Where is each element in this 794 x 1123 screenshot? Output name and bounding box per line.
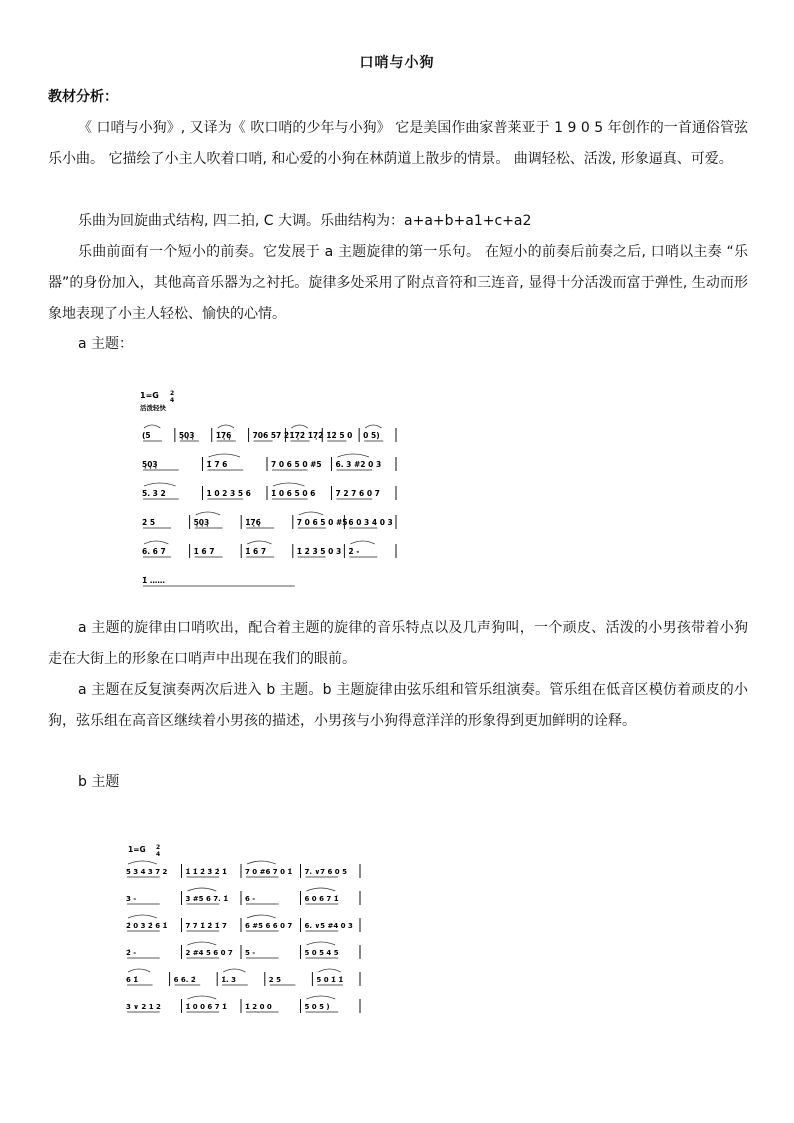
score-measure: 6 -	[245, 895, 256, 903]
score-slur	[247, 861, 276, 864]
score-measure: 6 6. 2̇	[173, 976, 196, 984]
score-b-key: 1=G	[128, 845, 146, 854]
paragraph-structure: 乐曲为回旋曲式结构, 四二拍, C 大调。乐曲结构为：a+a+b+a1+c+a2	[78, 213, 532, 229]
score-measure: 7 0 6 5 0 #5	[271, 460, 322, 469]
score-measure: 2 5	[268, 976, 281, 984]
score-measure: 5 0 5 )	[304, 1003, 330, 1011]
score-slur	[365, 425, 381, 428]
score-slur	[128, 969, 150, 972]
score-b-rows	[126, 861, 360, 1013]
score-measure: 5̣0̣3̣	[193, 518, 210, 527]
score-measure: 1̇7̣6̣	[245, 518, 261, 527]
score-measure: 1̇. 3	[221, 976, 237, 984]
score-slur	[247, 541, 271, 544]
score-slur	[350, 541, 374, 544]
score-measure: 1 0 2 3 5 6	[206, 489, 251, 498]
score-measure: 5̣0̣3̣	[178, 431, 195, 440]
score-measure: 1̇ 2 0 0	[245, 1003, 272, 1011]
score-measure: 0 5)	[363, 431, 380, 440]
paragraph-theme-b-desc: a 主题在反复演奏两次后进入 b 主题。b 主题旋律由弦乐组和管乐组演奏。管乐组在低音区模仿着顽皮的小狗，弦乐组在高音区继续着小男孩的描述，小男孩与小狗得意洋洋的形象得到更加鲜明的诠释。	[48, 682, 748, 729]
paragraph-prelude: 乐曲前面有一个短小的前奏。它发展于 a 主题旋律的第一乐句。 在短小的前奏后前奏之后, 口哨以主奏 “乐器”的身份加入，其他高音乐器为之衬托。旋律多处采用了附点音符和三连音, 显得十分活泼而富于弹性, 生动而形象地表现了小主人轻松、愉快的心情。	[48, 244, 748, 322]
score-measure: 2̇ -	[126, 949, 137, 957]
score-measure: 3 ∨ 2 1 2	[126, 1003, 161, 1011]
score-measure: 6 #5 6 6 0 7	[245, 922, 293, 930]
label-theme-a: a 主题：	[78, 336, 134, 352]
score-slur	[247, 915, 276, 918]
score-measure: 5 -	[245, 949, 256, 957]
score-measure: 3 -	[126, 895, 137, 903]
score-measure: 1̇2̇ 5 0	[326, 431, 353, 440]
score-slur	[188, 888, 217, 891]
score-measure: 2 #4 5 6 0 7	[185, 949, 233, 957]
score-slur	[307, 888, 336, 891]
score-theme-a-svg	[140, 388, 400, 594]
document-title: 口哨与小狗	[359, 55, 435, 71]
score-measure: 3 #5 6 7. 1̇	[185, 895, 229, 903]
score-theme-a	[140, 388, 400, 594]
score-a-key: 1=G	[140, 391, 159, 400]
score-slur	[188, 996, 217, 999]
score-b-time-bottom: 4	[156, 851, 161, 858]
score-measure: 1̇ ……	[142, 576, 165, 585]
score-measure: 5 0 1̇ 1̇	[316, 976, 344, 984]
score-slur	[128, 915, 157, 918]
score-slur	[188, 942, 217, 945]
score-slur	[128, 861, 157, 864]
score-slur	[196, 512, 220, 515]
score-measure: 6. 3 #2 0 3	[335, 460, 382, 469]
score-a-rows	[142, 425, 396, 586]
score-slur	[273, 483, 304, 486]
score-slur	[223, 969, 245, 972]
score-measure: 5 0 5 4 5	[304, 949, 339, 957]
score-slur	[144, 541, 168, 544]
score-theme-b-svg	[124, 842, 364, 1018]
score-slur	[291, 425, 307, 428]
score-measure: 2̇ 0 3 2̇ 6 1̇	[126, 922, 168, 930]
score-measure: 2̇ -	[348, 547, 360, 556]
score-measure: 6. ∨5 #4 0 3	[304, 922, 353, 930]
score-measure: 1̇ 6 7	[193, 547, 215, 556]
label-theme-b: b 主题	[78, 774, 120, 790]
score-measure: 7 0 #6 7 0 1̇	[245, 868, 293, 876]
score-measure: 5̣0̣3̣	[142, 460, 158, 469]
paragraph-intro: 《 口哨与小狗》, 又译为《 吹口哨的少年与小狗》 它是美国作曲家普莱亚于 1 9 0 5 年创作的一首通俗管弦乐小曲。 它描绘了小主人吹着口哨, 和心爱的小狗在林荫道上散步的情景。 曲调轻松、活泼, 形象逼真、可爱。	[48, 120, 748, 167]
score-measure: 6 0 3 4 0 3	[348, 518, 393, 527]
score-slur	[144, 483, 175, 486]
score-slur	[318, 969, 340, 972]
score-measure: 1̇7̣6̣	[215, 431, 232, 440]
score-measure: 6. 6 7	[142, 547, 166, 556]
score-b-time-top: 2	[156, 844, 161, 851]
score-measure: 1̇ 7 6	[206, 460, 228, 469]
score-measure: 5 3 4 3 7 2	[126, 868, 168, 876]
score-measure: 6 1̇	[126, 976, 139, 984]
score-measure: 706 57 2̇	[252, 431, 290, 440]
score-slur	[299, 512, 323, 515]
paragraph-theme-a-desc: a 主题的旋律由口哨吹出，配合着主题的旋律的音乐特点以及几声狗叫，一个顽皮、活泼的小男孩带着小狗走在大街上的形象在口哨声中出现在我们的眼前。	[48, 620, 748, 667]
score-measure: 1̇ 2̇ 3̇ 5 0 3	[296, 547, 342, 556]
score-slur	[307, 942, 336, 945]
score-measure: 7. ∨7 6 0 5	[304, 868, 347, 876]
score-measure: (5	[142, 431, 151, 440]
score-measure: 6 0 6 7 1̇	[304, 895, 339, 903]
score-measure: 5. 3 2	[142, 489, 166, 498]
score-measure: 7 7 1̇ 2̇ 1̇ 7	[185, 922, 227, 930]
score-measure: 1̇7̣2̇ 1̇7̣2̇	[289, 431, 324, 440]
score-measure: 1̇ 6 7	[245, 547, 267, 556]
score-theme-b	[124, 842, 364, 1018]
score-measure: 1̇ 0 0 6 7 1̇	[185, 1003, 227, 1011]
score-a-time-top: 2	[170, 390, 175, 397]
score-measure: 1̇ 0 6 5 0 6	[271, 489, 316, 498]
score-measure: 7 0 6 5 0 #5	[296, 518, 348, 527]
section-heading: 教材分析：	[48, 89, 118, 105]
score-measure: 7 2 7 6 0 7	[335, 489, 380, 498]
score-slur	[307, 996, 336, 999]
score-a-tempo: 活泼轻快	[140, 404, 166, 412]
score-measure: 2̇ 5	[142, 518, 156, 527]
score-slur	[209, 454, 240, 457]
score-a-time-bottom: 4	[170, 397, 175, 404]
score-slur	[218, 425, 234, 428]
score-measure: 1̇ 1̇ 2̇ 3̇ 2̇ 1̇	[185, 868, 227, 876]
score-slur	[144, 425, 160, 428]
score-slur	[338, 454, 369, 457]
